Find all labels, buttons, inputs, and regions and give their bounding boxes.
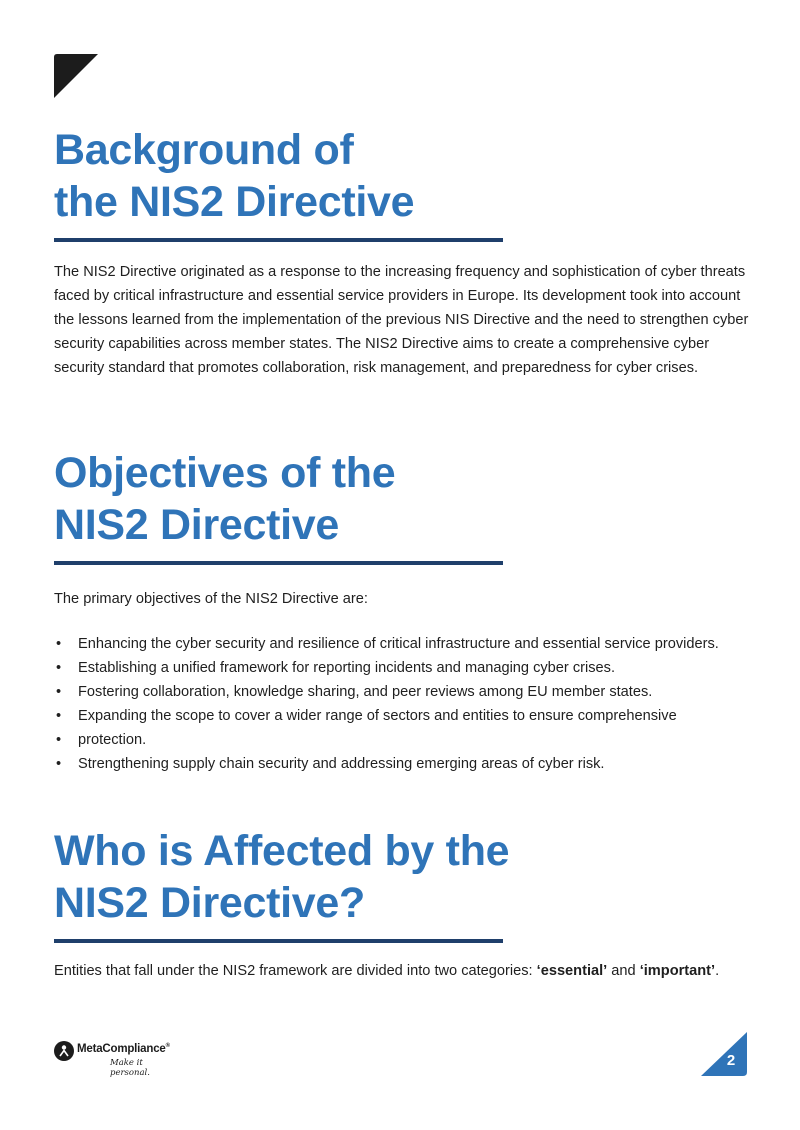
bullet-marker: • bbox=[56, 708, 62, 724]
list-item: • Strengthening supply chain security and addressing emerging areas of cyber risk. bbox=[54, 752, 754, 776]
bullet-marker: • bbox=[56, 660, 62, 676]
objectives-list bbox=[54, 632, 754, 776]
logo-emblem-icon bbox=[54, 1041, 74, 1061]
bullet-marker: • bbox=[56, 732, 62, 748]
section-who-affected bbox=[54, 825, 754, 983]
section-title-background: Background of the NIS2 Directive bbox=[54, 126, 415, 226]
section-title-who-affected: Who is Affected by the NIS2 Directive? bbox=[54, 827, 510, 927]
section-objectives bbox=[54, 447, 754, 776]
page-number: 2 bbox=[726, 1052, 736, 1069]
section-title-objectives: Objectives of the NIS2 Directive bbox=[54, 449, 396, 549]
objectives-intro: The primary objectives of the NIS2 Directive are: bbox=[54, 591, 368, 607]
background-paragraph: The NIS2 Directive originated as a response to the increasing frequency and sophistication of cyber threats faced by critical infrastructure and essential service providers in Europe. Its development took into account the lessons learned from the implementation of the previous NIS Directive and the need to strengthen cyber security capabilities across member states. The NIS2 Directive aims to create a comprehensive cyber security standard that promotes collaboration, risk management, and preparedness for cyber crises. bbox=[54, 264, 749, 376]
bullet-marker: • bbox=[56, 756, 62, 772]
title-divider bbox=[54, 561, 503, 565]
section-background bbox=[54, 124, 754, 380]
logo-tagline: Make it personal. bbox=[110, 1058, 150, 1078]
term-essential: ‘essential’ bbox=[536, 963, 608, 979]
categories-sentence: Entities that fall under the NIS2 framework are divided into two categories: ‘essential’ and ‘important’. bbox=[54, 963, 720, 979]
bullet-marker: • bbox=[56, 684, 62, 700]
metacompliance-logo bbox=[54, 1039, 184, 1078]
title-divider bbox=[54, 939, 503, 943]
list-item: • protection. bbox=[54, 728, 754, 752]
logo-wordmark: MetaCompliance® bbox=[77, 1043, 170, 1055]
list-item: • Establishing a unified framework for reporting incidents and managing cyber crises. bbox=[54, 656, 754, 680]
list-item: • Enhancing the cyber security and resilience of critical infrastructure and essential service providers. bbox=[54, 632, 754, 656]
term-important: ‘important’ bbox=[639, 963, 716, 979]
list-item: • Expanding the scope to cover a wider range of sectors and entities to ensure comprehensive bbox=[54, 704, 754, 728]
corner-triangle-mark bbox=[54, 54, 98, 98]
title-divider bbox=[54, 238, 503, 242]
list-item: • Fostering collaboration, knowledge sharing, and peer reviews among EU member states. bbox=[54, 680, 754, 704]
logo-figure-icon bbox=[54, 1041, 74, 1061]
bullet-marker: • bbox=[56, 636, 62, 652]
